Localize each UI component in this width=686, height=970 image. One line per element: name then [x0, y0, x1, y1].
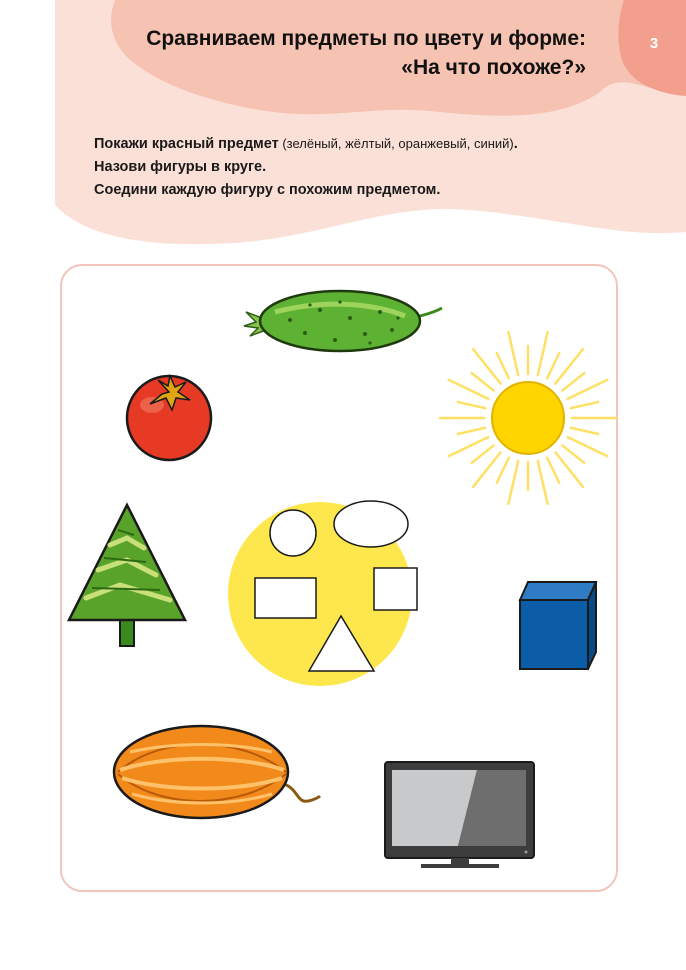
tomato-icon[interactable]: [127, 376, 211, 460]
sun-ray: [497, 458, 509, 483]
cucumber-icon[interactable]: [244, 291, 442, 351]
melon-icon[interactable]: [114, 726, 320, 818]
fir-tree-icon[interactable]: [69, 505, 185, 646]
title-line-1: Сравниваем предметы по цвету и форме:: [146, 27, 586, 50]
shape-oval[interactable]: [334, 501, 408, 547]
shapes-circle: [228, 501, 417, 686]
shape-rectangle[interactable]: [255, 578, 316, 618]
sun-ray: [547, 458, 559, 483]
page-number: 3: [649, 35, 659, 52]
shape-circle[interactable]: [270, 510, 316, 556]
sun-ray: [571, 428, 598, 434]
instruction-1-end: .: [513, 136, 518, 152]
sun-ray: [458, 402, 485, 408]
sun-ray: [508, 332, 518, 375]
sun-ray: [472, 445, 494, 462]
sun-ray: [508, 461, 518, 504]
sun-ray: [472, 373, 494, 390]
sun-ray: [562, 445, 584, 462]
sun-ray: [458, 428, 485, 434]
instruction-line-3: Соедини каждую фигуру с похожим предметом.: [94, 182, 441, 198]
instruction-line-2: Назови фигуры в круге.: [94, 159, 267, 175]
title-line-2: «На что похоже?»: [401, 56, 586, 79]
sun-ray: [562, 373, 584, 390]
sun-ray: [538, 332, 548, 375]
sun-ray: [571, 402, 598, 408]
tv-icon[interactable]: [385, 762, 534, 868]
instruction-1-bold: Покажи красный предмет: [94, 136, 279, 152]
sun-ray: [538, 461, 548, 504]
shape-square[interactable]: [374, 568, 417, 610]
sun-ray: [497, 353, 509, 378]
sun-icon[interactable]: [440, 332, 616, 504]
sun-ray: [547, 353, 559, 378]
cube-icon[interactable]: [520, 582, 596, 669]
instruction-1-note: (зелёный, жёлтый, оранжевый, синий): [278, 136, 514, 151]
